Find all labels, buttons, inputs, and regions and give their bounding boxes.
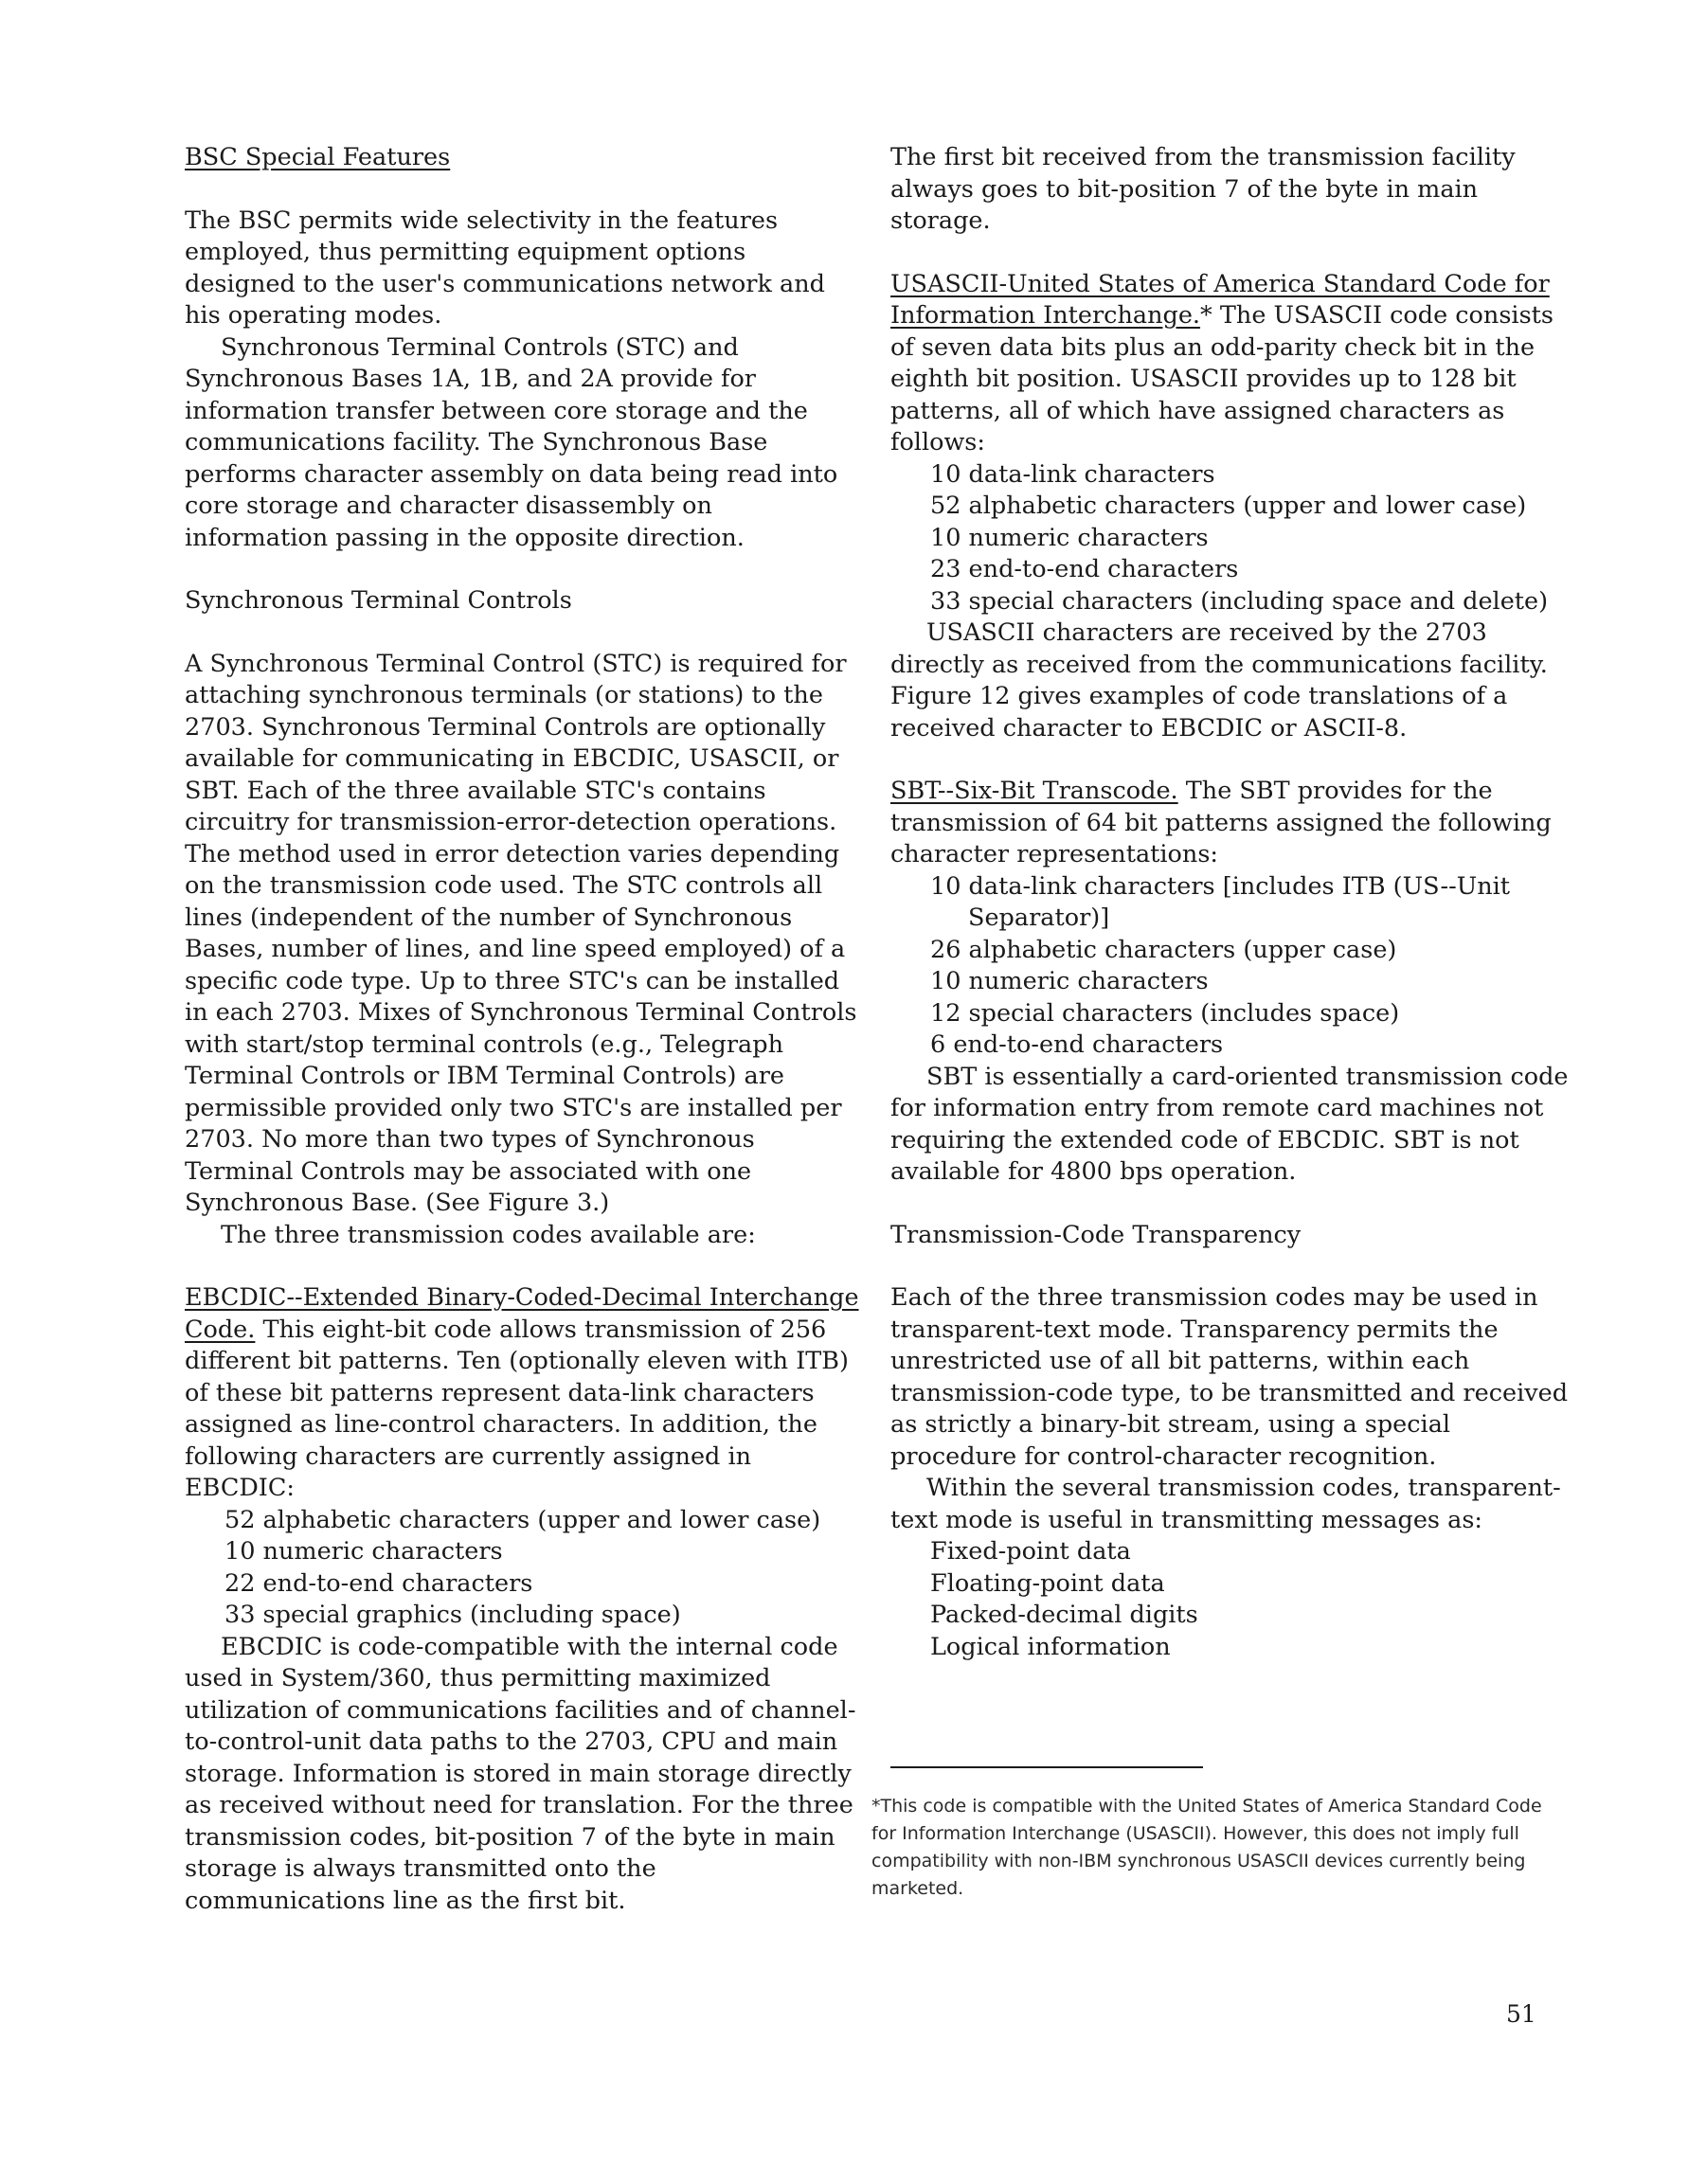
list-item: 10 numeric characters bbox=[930, 523, 1209, 552]
list-item: 10 numeric characters bbox=[930, 967, 1209, 995]
stc-heading: Synchronous Terminal Controls bbox=[185, 586, 572, 615]
list-item: 33 special characters (including space and delete) bbox=[930, 586, 1549, 616]
sbt-run-in-heading: SBT--Six-Bit Transcode. bbox=[890, 777, 1178, 805]
usascii-paragraph-1: USASCII-United States of America Standard Code for Information Interchange.* The USASCII code consists of seven data bits plus an odd-parity check bit in the eighth bit position. USASCII provides up to 128 bit patterns, all of which have assigned characters as follows: bbox=[890, 269, 1553, 456]
footnote-divider bbox=[890, 1766, 1203, 1768]
ebcdic-paragraph-1: EBCDIC--Extended Binary-Coded-Decimal Interchange Code. This eight-bit code allows transmission of 256 different bit patterns. Ten (optionally eleven with ITB) of these bit patterns represent data-link characters assigned as line-control characters. In addition, the following characters are currently assigned in EBCDIC: bbox=[185, 1283, 859, 1502]
bsc-paragraph-2: Synchronous Terminal Controls (STC) and Synchronous Bases 1A, 1B, and 2A provide for information transfer between core storage and the communications facility. The Synchronous Base performs character assembly on data being read into core storage and character disassembly on information passing in the opposite direction. bbox=[185, 332, 838, 552]
ebcdic-run-in-heading: EBCDIC--Extended Binary-Coded-Decimal Interchange Code. bbox=[185, 1283, 859, 1344]
list-item: 52 alphabetic characters (upper and lower case) bbox=[930, 492, 1527, 520]
sbt-paragraph-2: SBT is essentially a card-oriented transmission code for information entry from remote card machines not requiring the extended code of EBCDIC. SBT is not available for 4800 bps operation. bbox=[890, 1062, 1569, 1186]
usascii-run-in-heading: USASCII-United States of America Standard Code for Information Interchange. bbox=[890, 269, 1550, 330]
list-item: 23 end-to-end characters bbox=[930, 555, 1239, 583]
usascii-paragraph-2: USASCII characters are received by the 2703 directly as received from the communications facility. Figure 12 gives examples of code translations of a received character to EBCDIC or ASCII-8. bbox=[890, 618, 1548, 743]
stc-paragraph-1: A Synchronous Terminal Control (STC) is required for attaching synchronous terminals (or stations) to the 2703. Synchronous Terminal Controls are optionally available for communicating in EBCDIC, USASCII, or SBT. Each of the three available STC's contains circuitry for transmission-error-detection operations. The method used in error detection varies depending on the transmission code used. The STC controls all lines (independent of the number of Synchronous Bases, number of lines, and line speed employed) of a specific code type. Up to three STC's can be installed in each 2703. Mixes of Synchronous Terminal Controls with start/stop terminal controls (e.g., Telegraph Terminal Controls or IBM Terminal Controls) are permissible provided only two STC's are installed per 2703. No more than two types of Synchronous Terminal Controls may be associated with one Synchronous Base. (See Figure 3.) bbox=[185, 649, 857, 1217]
list-item: Floating-point data bbox=[930, 1568, 1165, 1598]
footnote: *This code is compatible with the United States of America Standard Code for Information Interchange (USASCII). However, this does not imply full compatibility with non-IBM synchronous USASCII devices currently being marketed. bbox=[871, 1796, 1542, 1899]
ebcdic-paragraph-2: EBCDIC is code-compatible with the internal code used in System/360, thus permitting maximized utilization of communications facilities and of channel-to-control-unit data paths to the 2703, CPU and main storage. Information is stored in main storage directly as received without need for translation. For the three transmission codes, bit-position 7 of the byte in main storage is always transmitted onto the communications line as the first bit. bbox=[185, 1632, 856, 1915]
stc-paragraph-2: The three transmission codes available are: bbox=[221, 1220, 756, 1249]
list-item: 33 special graphics (including space) bbox=[224, 1601, 681, 1629]
list-item: Logical information bbox=[930, 1632, 1171, 1661]
list-item: 10 data-link characters [includes ITB (US--Unit Separator)] bbox=[930, 871, 1511, 932]
bsc-special-features-heading: BSC Special Features bbox=[185, 143, 451, 171]
bsc-paragraph-1: The BSC permits wide selectivity in the features employed, thus permitting equipment options designed to the user's communications network and his operating modes. bbox=[185, 206, 825, 330]
list-item: 10 data-link characters bbox=[930, 459, 1215, 489]
transparency-heading: Transmission-Code Transparency bbox=[890, 1220, 1302, 1249]
list-item: 22 end-to-end characters bbox=[224, 1568, 533, 1598]
list-item: 26 alphabetic characters (upper case) bbox=[930, 935, 1397, 964]
transparency-paragraph-2: Within the several transmission codes, transparent-text mode is useful in transmitting messages as: bbox=[890, 1474, 1561, 1534]
sbt-paragraph-1: SBT--Six-Bit Transcode. The SBT provides for the transmission of 64 bit patterns assigned the following character representations: bbox=[890, 777, 1552, 868]
list-item: 6 end-to-end characters bbox=[930, 1030, 1224, 1059]
left-column bbox=[185, 142, 862, 1917]
right-column bbox=[890, 142, 1572, 1663]
list-item: Fixed-point data bbox=[930, 1537, 1131, 1566]
list-item: 10 numeric characters bbox=[224, 1537, 503, 1566]
first-bit-paragraph: The first bit received from the transmission facility always goes to bit-position 7 of the byte in main storage. bbox=[890, 143, 1516, 235]
transparency-paragraph-1: Each of the three transmission codes may be used in transparent-text mode. Transparency permits the unrestricted use of all bit patterns, within each transmission-code type, to be transmitted and received as strictly a binary-bit stream, using a special procedure for control-character recognition. bbox=[890, 1283, 1569, 1471]
list-item: 52 alphabetic characters (upper and lower case) bbox=[224, 1505, 821, 1534]
page-number: 51 bbox=[1506, 2000, 1536, 2028]
list-item: Packed-decimal digits bbox=[930, 1601, 1198, 1629]
list-item: 12 special characters (includes space) bbox=[930, 998, 1400, 1028]
